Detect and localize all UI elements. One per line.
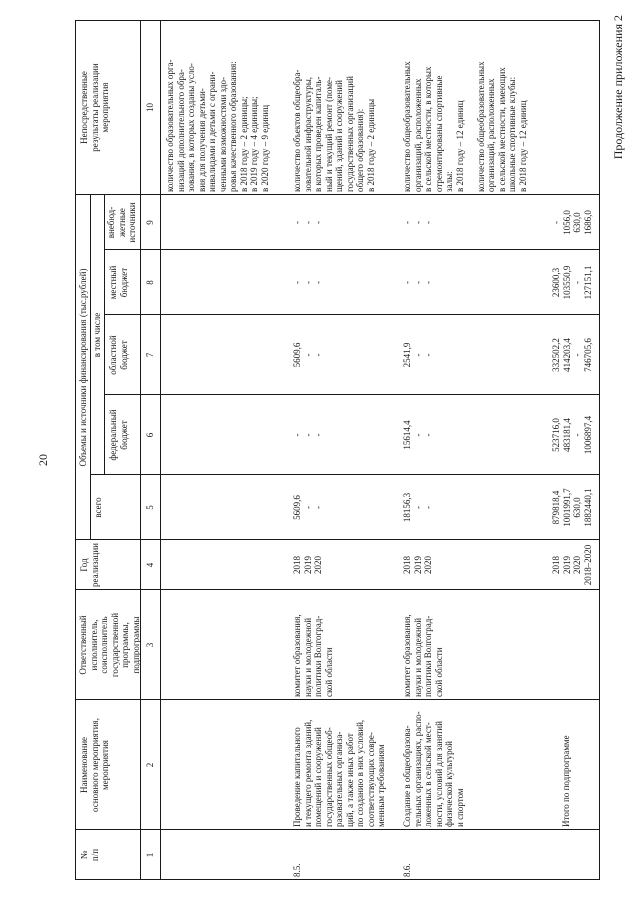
header-total: всего [93,497,103,518]
header-funding: Объемы и источники финансирования (тыс.рублей) [78,268,88,467]
page-number: 20 [36,454,50,466]
column-rule [90,474,600,475]
column-number: 10 [145,103,155,112]
column-rule [104,249,600,250]
column-number: 7 [145,352,155,358]
total-cell: 5609,6 - - [292,495,323,520]
responsible-cell: комитет образования, науки и молодежной политики Волгоград- ской области [402,614,444,697]
subprogram-total-label: Итого по подпрограмме [561,735,571,827]
federal-budget-cell: - - - [292,433,323,437]
header-rule [140,20,141,880]
total-cell: 879818,4 1001991,7 630,0 1882440,1 [551,488,593,527]
regional-budget-cell: 332502,2 414203,4 - 746705,6 [551,338,593,372]
column-number: 9 [145,220,155,225]
header-local-budget: местный бюджет [108,265,129,300]
column-number: 3 [145,642,155,648]
federal-budget-cell: 15614,4 - - [402,420,433,450]
column-rule [104,394,600,395]
header-number: № п/п [79,848,100,862]
header-regional-budget: областной бюджет [108,335,129,375]
column-number: 1 [145,852,155,858]
column-number: 8 [145,280,155,285]
activity-name-cell: Создание в общеобразова- тельных организациях, распо- ложенных в сельской мест- ности, условий для занятий физической культурой и спортом [402,711,465,827]
header-year: Год реализации [79,543,100,587]
responsible-cell: комитет образования, науки и молодежной политики Волгоград- ской области [292,614,334,697]
results-cell: количество общеобразовательных организаций, расположенных в сельской местности, в которых отремонтированы спортивные залы: в 2018 году – 12 единиц количество общеобразовательных организаций, расположенных в сельской местности, имеющих школьные спортивные клубы: в 2018 году – 12 единиц [402,61,528,192]
header-federal-budget: федеральный бюджет [108,409,129,461]
regional-budget-cell: 5609,6 - - [292,342,323,368]
appendix-label: Продолжение приложения 2 [611,15,625,160]
results-cell: количество объектов общеобра- зовательной инфраструктуры, в которых проведен капиталь- ный и текущий ремонт (поме- щений, зданий и сооружений государственных организаций общего образования): в 2018 году – 2 единицы [292,69,376,192]
header-including: в том числе [92,312,102,358]
column-rule [104,314,600,315]
extrabudgetary-cell: - 1056,0 630,0 1686,0 [551,210,593,235]
extrabudgetary-cell: - - - [402,221,433,224]
column-number: 4 [145,562,155,568]
row-number: 8.5. [292,863,302,877]
results-cell: количество образовательных орга- низаций дополнительного обра- зования, в которых созданы усло- вия для получения детьми- инвалидами и детьми с ограни- ченными возможностями здо- ровья качественного образования: в 2018 году – 2 единицы; в 2019 году – 4 единицы; в 2020 году – 9 единиц [165,59,270,192]
header-activity-name: Наименование основного мероприятия, мероприятия [79,718,110,812]
header-rule [90,195,91,540]
federal-budget-cell: 523716,0 483181,4 - 1006897,4 [551,415,593,455]
header-responsible: Ответственный исполнитель, соисполнитель государственной программы, подпрограммы [78,612,141,678]
local-budget-cell: 23600,3 103550,9 - 127151,1 [551,265,593,300]
extrabudgetary-cell: - - - [292,221,323,224]
total-cell: 18156,3 - - [402,492,433,523]
row-number: 8.6. [402,863,412,877]
column-number: 5 [145,505,155,510]
header-rule [104,195,105,475]
header-extrabudgetary: внебюд- жетные источники [106,202,137,243]
year-cell: 2018 2019 2020 2018–2020 [551,544,593,586]
header-rule [160,20,161,880]
activity-name-cell: Проведение капитального и текущего ремонта зданий, помещений и сооружений государственных общеоб- разовательных организа- ций, а также иных работ по созданию в них условий, соответствующих совре- менным требованиям [292,719,386,827]
local-budget-cell: - - - [402,281,433,284]
column-number: 2 [145,762,155,768]
year-cell: 2018 2019 2020 [402,556,433,574]
column-number: 6 [145,432,155,438]
local-budget-cell: - - - [292,281,323,284]
header-results: Непосредственные результаты реализации мероприятия [79,63,110,152]
regional-budget-cell: 2541,9 - - [402,342,433,368]
year-cell: 2018 2019 2020 [292,556,323,574]
